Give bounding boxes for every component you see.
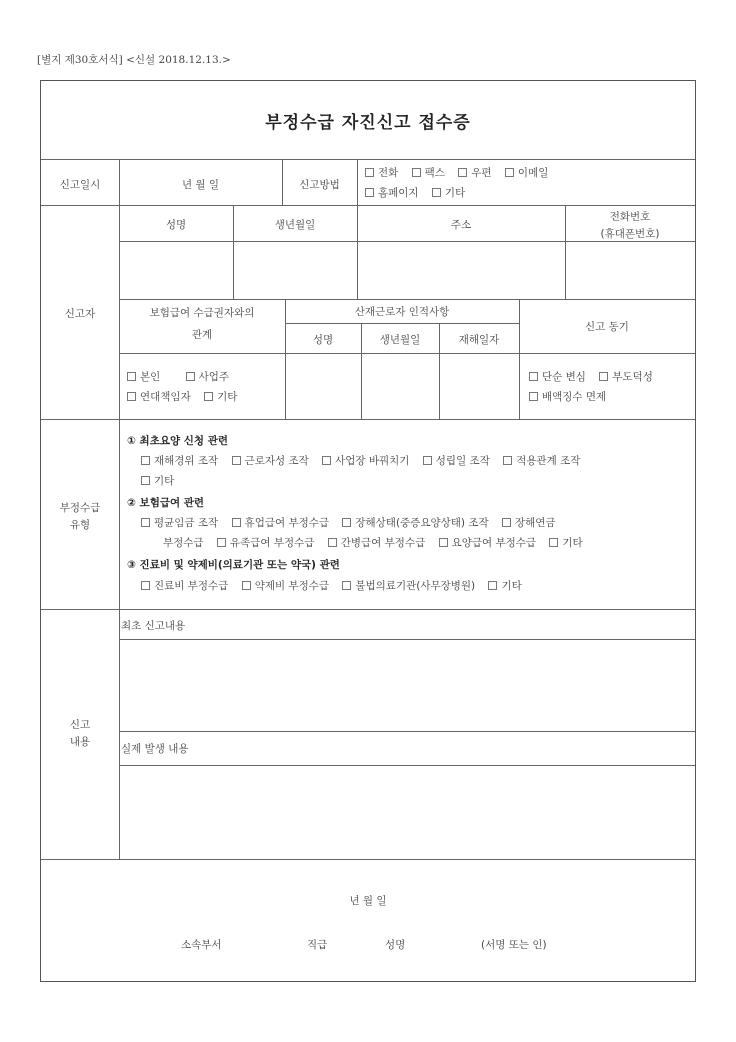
checkbox[interactable] bbox=[439, 538, 448, 547]
col-phone-sub: (휴대폰번호) bbox=[600, 228, 660, 240]
worker-col-name: 성명 bbox=[312, 334, 334, 346]
divider bbox=[119, 353, 695, 354]
checkbox[interactable] bbox=[423, 456, 432, 465]
section1-options-line2: 기타 bbox=[141, 473, 174, 488]
motive-options-line1: 단순 변심 부도덕성 bbox=[529, 369, 653, 384]
divider bbox=[119, 299, 695, 300]
section1-title: ① 최초요양 신청 관련 bbox=[127, 435, 229, 447]
worker-label: 산재근로자 인적사항 bbox=[354, 306, 450, 318]
relation-options-line1: 본인 사업주 bbox=[127, 369, 239, 384]
checkbox[interactable] bbox=[141, 456, 150, 465]
report-date-label: 신고일시 bbox=[59, 179, 101, 191]
checkbox[interactable] bbox=[549, 538, 558, 547]
checkbox[interactable] bbox=[127, 392, 136, 401]
checkbox[interactable] bbox=[342, 518, 351, 527]
checkbox[interactable] bbox=[365, 188, 374, 197]
checkbox[interactable] bbox=[529, 372, 538, 381]
divider bbox=[119, 639, 695, 640]
receipt-form bbox=[40, 80, 696, 982]
checkbox[interactable] bbox=[432, 188, 441, 197]
col-name: 성명 bbox=[165, 219, 187, 231]
checkbox[interactable] bbox=[488, 581, 497, 590]
checkbox[interactable] bbox=[127, 372, 136, 381]
checkbox[interactable] bbox=[232, 518, 241, 527]
report-method-options-line1: 전화 팩스 우편 이메일 bbox=[365, 165, 558, 180]
worker-col-birth: 생년월일 bbox=[379, 334, 421, 346]
form-title: 부정수급 자진신고 접수증 bbox=[265, 112, 471, 133]
divider bbox=[41, 205, 695, 206]
actual-content-label: 실제 발생 내용 bbox=[121, 743, 189, 755]
footer-position: 직급 bbox=[307, 939, 328, 951]
checkbox[interactable] bbox=[503, 456, 512, 465]
content-label-2: 내용 bbox=[69, 736, 91, 748]
fraud-type-label-2: 유형 bbox=[69, 519, 91, 531]
section1-options: 재해경위 조작 근로자성 조작 사업장 바꿔치기 성립일 조작 적용관계 조작 bbox=[141, 453, 580, 468]
relation-options-line2: 연대책임자 기타 bbox=[127, 389, 247, 404]
divider bbox=[285, 323, 519, 324]
divider bbox=[119, 731, 695, 732]
footer-name: 성명 bbox=[385, 939, 406, 951]
section3-title: ③ 진료비 및 약제비(의료기관 또는 약국) 관련 bbox=[127, 559, 340, 571]
divider bbox=[357, 159, 358, 205]
divider bbox=[119, 159, 120, 859]
divider bbox=[41, 609, 695, 610]
report-method-options-line2: 홈페이지 기타 bbox=[365, 185, 475, 200]
checkbox[interactable] bbox=[217, 538, 226, 547]
form-note: [별지 제30호서식] <신설 2018.12.13.> bbox=[37, 54, 231, 66]
checkbox[interactable] bbox=[242, 581, 251, 590]
checkbox[interactable] bbox=[232, 456, 241, 465]
divider bbox=[519, 299, 520, 419]
divider bbox=[41, 419, 695, 420]
divider bbox=[41, 159, 695, 160]
relation-label: 보험급여 수급권자와의 bbox=[149, 307, 255, 319]
divider bbox=[119, 765, 695, 766]
motive-options-line2: 배액징수 면제 bbox=[529, 389, 616, 404]
report-method-label: 신고방법 bbox=[299, 179, 340, 191]
checkbox[interactable] bbox=[328, 538, 337, 547]
initial-content-label: 최초 신고내용 bbox=[121, 620, 186, 632]
checkbox[interactable] bbox=[458, 168, 467, 177]
checkbox[interactable] bbox=[322, 456, 331, 465]
relation-label-2: 관계 bbox=[191, 329, 213, 341]
checkbox[interactable] bbox=[141, 476, 150, 485]
section2-options-line2: 부정수급 유족급여 부정수급 간병급여 부정수급 요양급여 부정수급 기타 bbox=[163, 537, 583, 549]
content-label: 신고 bbox=[69, 719, 91, 731]
worker-col-accident-date: 재해일자 bbox=[458, 334, 500, 346]
checkbox[interactable] bbox=[141, 518, 150, 527]
checkbox[interactable] bbox=[502, 518, 511, 527]
checkbox[interactable] bbox=[505, 168, 514, 177]
section2-options-line1: 평균임금 조작 휴업급여 부정수급 장해상태(중증요양상태) 조작 장해연금 bbox=[141, 515, 556, 530]
report-date-value: 년 월 일 bbox=[181, 179, 220, 191]
checkbox[interactable] bbox=[529, 392, 538, 401]
checkbox[interactable] bbox=[365, 168, 374, 177]
section3-options: 진료비 부정수급 약제비 부정수급 불법의료기관(사무장병원) 기타 bbox=[141, 578, 522, 593]
fraud-type-label: 부정수급 bbox=[59, 502, 101, 514]
divider bbox=[119, 241, 695, 242]
col-address: 주소 bbox=[450, 219, 472, 231]
checkbox[interactable] bbox=[412, 168, 421, 177]
checkbox[interactable] bbox=[186, 372, 195, 381]
reporter-label: 신고자 bbox=[64, 308, 96, 320]
col-birth: 생년월일 bbox=[274, 219, 316, 231]
col-phone: 전화번호 bbox=[609, 211, 651, 223]
motive-label: 신고 동기 bbox=[585, 321, 629, 333]
checkbox[interactable] bbox=[141, 581, 150, 590]
section2-title: ② 보험급여 관련 bbox=[127, 497, 205, 509]
divider bbox=[41, 859, 695, 860]
footer-sign: (서명 또는 인) bbox=[481, 939, 547, 951]
footer-dept: 소속부서 bbox=[181, 939, 222, 951]
footer-date: 년 월 일 bbox=[349, 895, 387, 907]
checkbox[interactable] bbox=[204, 392, 213, 401]
checkbox[interactable] bbox=[342, 581, 351, 590]
checkbox[interactable] bbox=[599, 372, 608, 381]
